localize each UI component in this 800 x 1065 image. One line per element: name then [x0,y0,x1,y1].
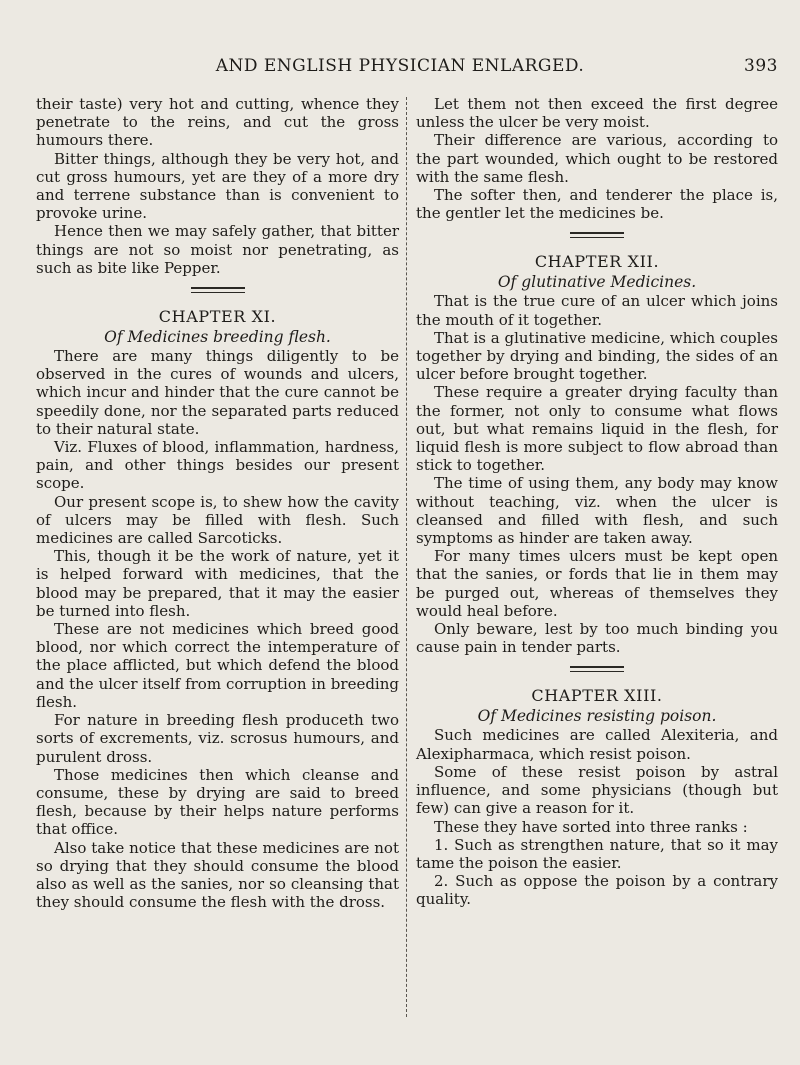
right-column [416,95,778,909]
section-rule [570,232,624,238]
chapter-subtitle: Of Medicines resisting poison. [477,707,717,726]
section-rule [570,666,624,672]
paragraph: These they have sorted into three ranks : [434,817,748,836]
paragraph: Such medicines are called Alexiteria, and Alexipharmaca, which resist poison. [416,726,778,763]
paragraph: Our present scope is, to shew how the cavity of ulcers may be filled with flesh. Such medicines are called Sarcoticks. [36,492,399,548]
paragraph: Viz. Fluxes of blood, inflammation, hardness, pain, and other things besides our present scope. [36,438,399,493]
chapter-heading: CHAPTER XIII. [531,686,663,706]
section-rule [191,287,245,293]
paragraph: For nature in breeding flesh produceth two sorts of excrements, viz. scrosus humours, and purulent dross. [36,711,399,766]
paragraph: their taste) very hot and cutting, whence they penetrate to the reins, and cut the gross humours there. [36,95,399,150]
left-column [36,95,399,911]
chapter-subtitle: Of glutinative Medicines. [497,273,697,292]
paragraph: That is the true cure of an ulcer which joins the mouth of it together. [416,292,778,329]
column-divider [406,97,407,1017]
paragraph: Let them not then exceed the first degree unless the ulcer be very moist. [416,95,778,132]
paragraph: Their difference are various, according to the part wounded, which ought to be restored with the same flesh. [416,131,778,186]
paragraph: Bitter things, although they be very hot, and cut gross humours, yet are they of a more dry and terrene substance than is convenient to provoke urine. [36,149,399,223]
paragraph: 2. Such as oppose the poison by a contrary quality. [416,872,778,909]
running-title: AND ENGLISH PHYSICIAN ENLARGED. [215,56,585,76]
paragraph: Hence then we may safely gather, that bitter things are not so moist nor penetrating, as such as bite like Pepper. [36,222,399,277]
chapter-subtitle: Of Medicines breeding flesh. [104,328,331,347]
paragraph: The softer then, and tenderer the place is, the gentler let the medicines be. [416,186,778,223]
paragraph: This, though it be the work of nature, yet it is helped forward with medicines, that the blood may be prepared, that it may the easier be turned into flesh. [36,547,399,620]
paragraph: These require a greater drying faculty than the former, not only to consume what flows out, but what remains liquid in the flesh, for liquid flesh is more subject to flow abroad than stick to together. [416,383,778,475]
chapter-heading: CHAPTER XI. [158,307,277,327]
paragraph: That is a glutinative medicine, which couples together by drying and binding, the sides of an ulcer before brought together. [416,328,778,384]
paragraph: Those medicines then which cleanse and consume, these by drying are said to breed flesh, because by their helps nature performs that office. [36,765,399,839]
chapter-heading: CHAPTER XII. [534,252,660,272]
paragraph: Only beware, lest by too much binding you cause pain in tender parts. [416,620,778,657]
paragraph: The time of using them, any body may know without teaching, viz. when the ulcer is cleansed and filled with flesh, and such symptoms as hinder are taken away. [416,474,778,548]
page-number: 393 [744,56,778,76]
paragraph: There are many things diligently to be observed in the cures of wounds and ulcers, which incur and hinder that the cure cannot be speedily done, nor the separated parts reduced to their natural state. [36,347,399,438]
paragraph: Some of these resist poison by astral influence, and some physicians (though but few) can give a reason for it. [416,762,778,818]
paragraph: These are not medicines which breed good blood, nor which correct the intemperature of the place afflicted, but which defend the blood and the ulcer itself from corruption in breeding flesh. [36,620,399,711]
paragraph: Also take notice that these medicines are not so drying that they should consume the blood also as well as the sanies, nor so cleansing that they should consume the flesh with the dross. [36,838,399,912]
paragraph: For many times ulcers must be kept open that the sanies, or fords that lie in them may be purged out, whereas of themselves they would heal before. [416,547,778,620]
paragraph: 1. Such as strengthen nature, that so it may tame the poison the easier. [416,835,778,872]
